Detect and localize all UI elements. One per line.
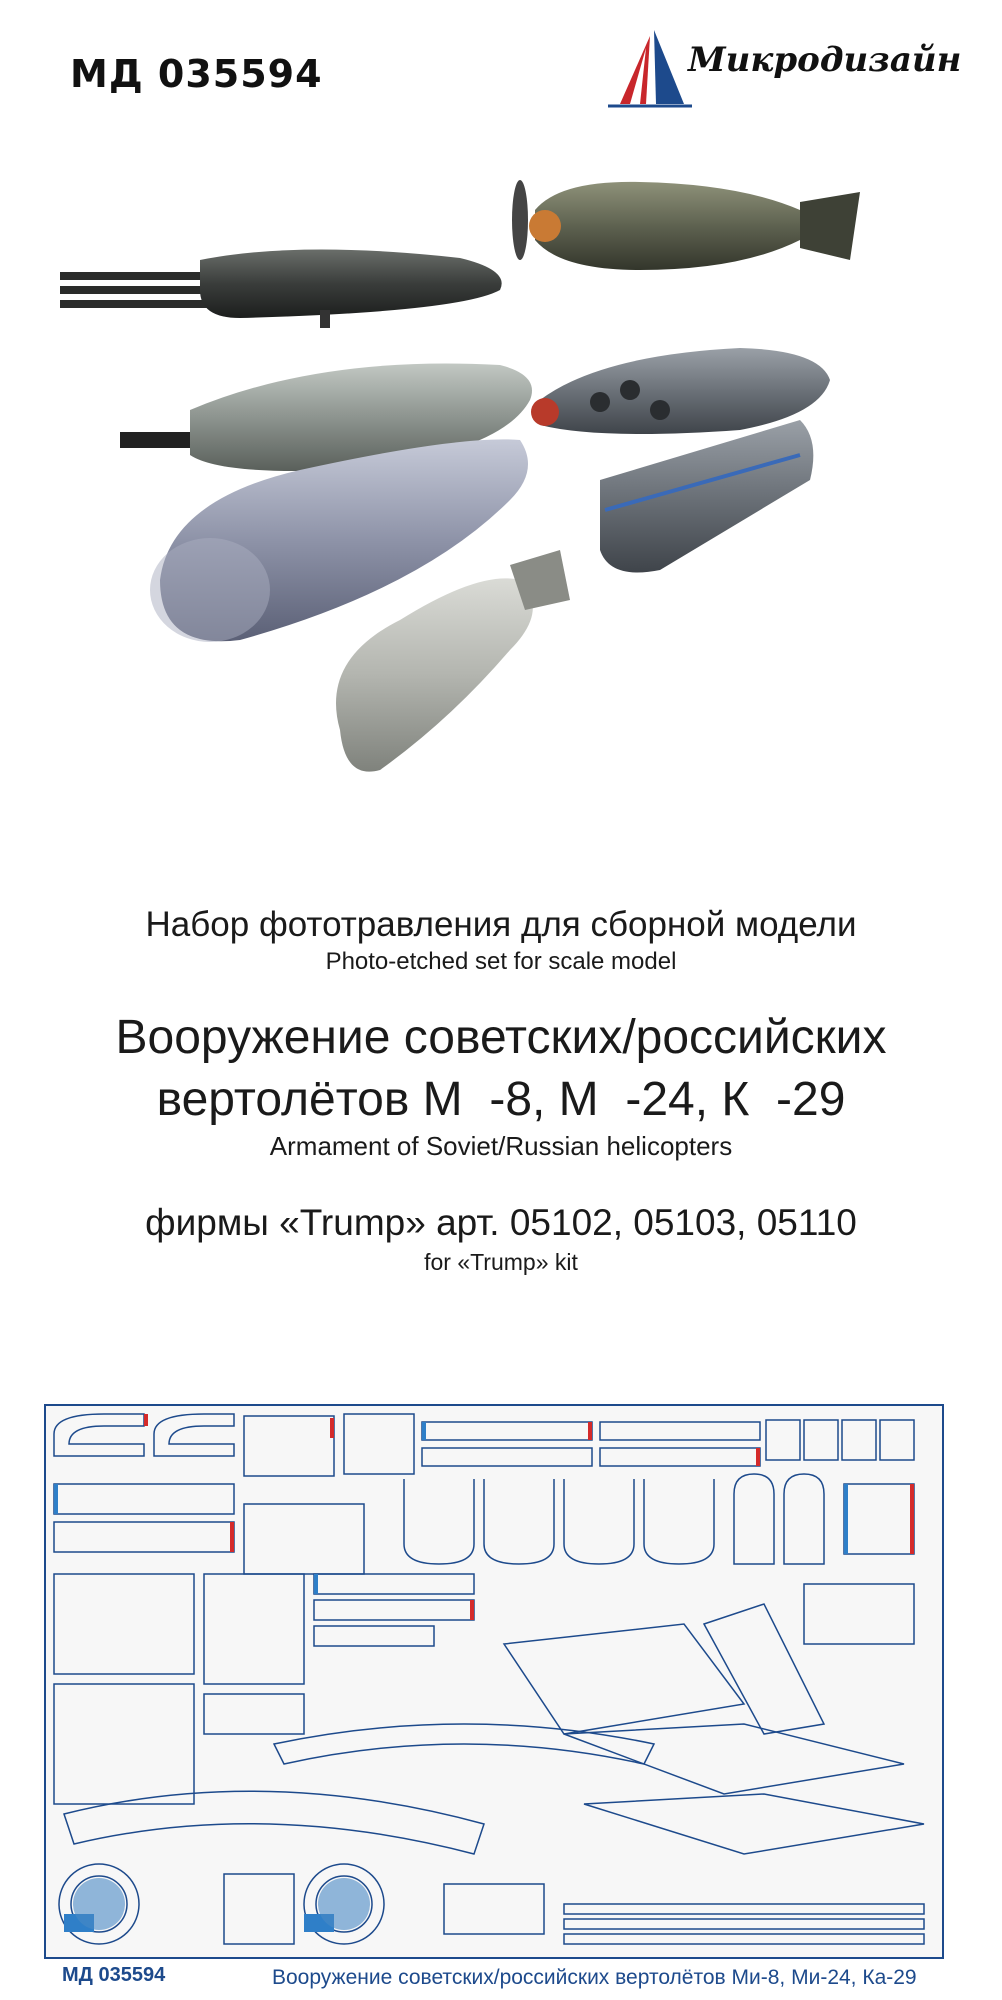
bomb-1: [512, 180, 860, 270]
title-line-2: вертолётов М -8, М -24, К -29: [156, 1073, 846, 1126]
gun-pod-1: [60, 249, 502, 328]
rocket-pod: [531, 348, 830, 434]
kit-line-ru: фирмы «Trump» арт. 05102, 05103, 05110: [145, 1202, 857, 1243]
brand-name: Микродизайн: [688, 40, 962, 80]
weapons-photo: [40, 170, 900, 830]
title-line-1: Вооружение советских/российских: [115, 1011, 887, 1064]
kit-line-en: for «Trump» kit: [424, 1249, 578, 1275]
fret-product-code: МД 035594: [62, 1964, 166, 1986]
photo-etched-fret: [44, 1404, 944, 1959]
title-en: Armament of Soviet/Russian helicopters: [269, 1131, 733, 1161]
product-code: МД 035594: [70, 52, 323, 96]
subtitle-ru: Набор фототравления для сборной модели: [145, 905, 857, 944]
fret-caption: Вооружение советских/российских вертолётов Ми-8, Ми-24, Ка-29: [272, 1966, 917, 1989]
subtitle-en: Photo-etched set for scale model: [325, 948, 677, 975]
cylinder-container: [600, 420, 813, 573]
